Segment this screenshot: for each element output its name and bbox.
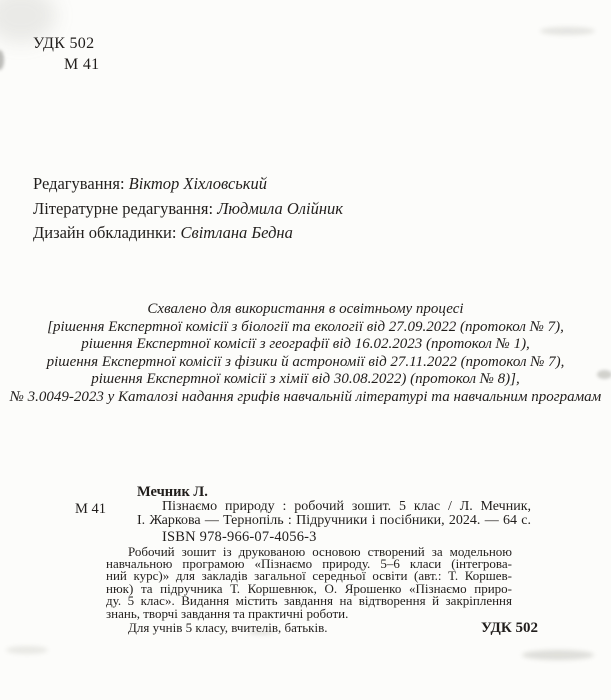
approval-line: рішення Експертної комісії з фізики й астрономії від 27.11.2022 (протокол № 7), bbox=[46, 353, 565, 370]
approval-line: Схвалено для використання в освітньому процесі bbox=[147, 301, 464, 317]
approval-block bbox=[0, 301, 611, 407]
credit-label: Редагування: bbox=[33, 174, 125, 193]
annotation-line: ду. 5 клас». Видання містить завдання на відтворення й закріплення bbox=[106, 593, 512, 609]
book-code-margin: М 41 bbox=[75, 501, 107, 517]
annotation-line: знань, творчі завдання та практичні роботи. bbox=[106, 605, 349, 621]
annotation-block bbox=[106, 543, 512, 621]
citation-block bbox=[137, 500, 531, 529]
udc-header bbox=[33, 33, 99, 75]
scan-artifact bbox=[6, 646, 48, 654]
citation-line: І. Жаркова — Тернопіль : Підручники і посібники, 2024. — 64 с. bbox=[137, 513, 531, 529]
citation-line: Пізнаємо природу : робочий зошит. 5 клас / Л. Мечник, bbox=[162, 499, 531, 514]
annotation-line: навчальною програмою «Пізнаємо природу. 5–6 класи (інтегрова- bbox=[106, 556, 512, 571]
approval-line: рішення Експертної комісії з географії від 16.02.2023 (протокол № 1), bbox=[81, 336, 530, 353]
credit-row-literary-editing bbox=[33, 197, 343, 222]
approval-line: [рішення Експертної комісії з біології та екології від 27.09.2022 (протокол № 7), bbox=[47, 318, 564, 335]
annotation-line: ний курс)» для закладів загальної середньої освіти (авт.: Т. Коршев- bbox=[106, 568, 512, 584]
author-heading: Мечник Л. bbox=[137, 484, 208, 500]
scan-artifact bbox=[540, 27, 595, 35]
scan-artifact bbox=[522, 650, 594, 660]
credit-label: Дизайн обкладинки: bbox=[33, 223, 177, 242]
credits-block bbox=[33, 172, 343, 246]
approval-line: № 3.0049-2023 у Каталозі надання грифів навчальній літературі та навчальним програмам bbox=[9, 388, 602, 405]
credit-row-editing bbox=[33, 172, 343, 197]
scan-artifact bbox=[0, 50, 4, 70]
annotation-line: Робочий зошит із друкованою основою створений за модельною bbox=[128, 543, 512, 559]
catalog-card bbox=[75, 485, 538, 634]
credit-name: Світлана Бедна bbox=[180, 223, 293, 242]
book-code: М 41 bbox=[64, 56, 100, 73]
annotation-line: нюк) та підручника Т. Коршевнюк, О. Ярошенко «Пізнаємо приро- bbox=[106, 580, 512, 596]
credit-name: Людмила Олійник bbox=[217, 198, 343, 218]
udc-footer: УДК 502 bbox=[481, 620, 538, 636]
credit-name: Віктор Хіхловський bbox=[128, 174, 268, 193]
udc-number: УДК 502 bbox=[33, 35, 95, 52]
isbn-line: ISBN 978-966-07-4056-3 bbox=[162, 528, 317, 545]
approval-line: рішення Експертної комісії з хімії від 30.08.2022) (протокол № 8)], bbox=[91, 371, 520, 388]
audience-line: Для учнів 5 класу, вчителів, батьків. bbox=[128, 620, 328, 636]
credit-row-cover-design bbox=[33, 221, 343, 246]
credit-label: Літературне редагування: bbox=[33, 198, 214, 218]
